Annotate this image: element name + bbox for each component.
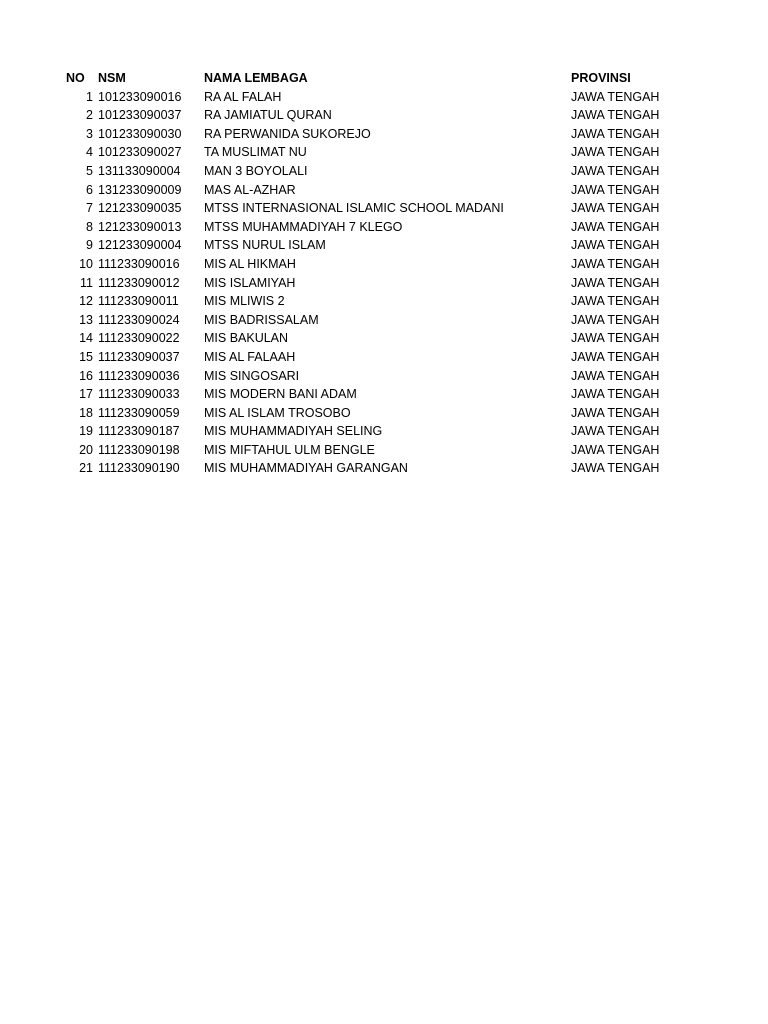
row-no: 21	[79, 461, 93, 476]
row-nsm: 101233090016	[98, 89, 182, 104]
row-nama-lembaga: RA AL FALAH	[204, 89, 282, 104]
row-provinsi: JAWA TENGAH	[571, 461, 660, 476]
row-provinsi: JAWA TENGAH	[571, 349, 660, 364]
row-provinsi: JAWA TENGAH	[571, 312, 660, 327]
row-nama-lembaga: MIS AL FALAAH	[204, 349, 296, 364]
row-no: 17	[79, 387, 93, 402]
row-nsm: 121233090035	[98, 201, 182, 216]
table-row	[0, 404, 768, 423]
row-nsm: 101233090037	[98, 108, 182, 123]
row-nsm: 101233090030	[98, 126, 182, 141]
row-provinsi: JAWA TENGAH	[571, 182, 660, 197]
row-nsm: 111233090187	[98, 424, 180, 439]
header-nama-lembaga: NAMA LEMBAGA	[204, 71, 308, 85]
row-no: 10	[79, 256, 93, 271]
row-provinsi: JAWA TENGAH	[571, 126, 660, 141]
table-row	[0, 162, 768, 181]
table-row	[0, 199, 768, 218]
row-no: 12	[79, 294, 93, 309]
row-provinsi: JAWA TENGAH	[571, 387, 660, 402]
row-no: 19	[79, 424, 93, 439]
table-row	[0, 329, 768, 348]
table-row	[0, 385, 768, 404]
row-nama-lembaga: RA JAMIATUL QURAN	[204, 108, 332, 123]
row-no: 4	[86, 145, 93, 160]
row-nama-lembaga: MIS AL ISLAM TROSOBO	[204, 405, 351, 420]
row-provinsi: JAWA TENGAH	[571, 256, 660, 271]
row-no: 20	[79, 442, 93, 457]
row-provinsi: JAWA TENGAH	[571, 89, 660, 104]
row-provinsi: JAWA TENGAH	[571, 201, 660, 216]
table-row	[0, 106, 768, 125]
row-nsm: 111233090198	[98, 442, 180, 457]
row-nama-lembaga: MTSS MUHAMMADIYAH 7 KLEGO	[204, 219, 403, 234]
header-no: NO	[66, 71, 85, 85]
row-provinsi: JAWA TENGAH	[571, 163, 660, 178]
row-nsm: 111233090033	[98, 387, 180, 402]
header-nsm: NSM	[98, 71, 126, 85]
row-provinsi: JAWA TENGAH	[571, 145, 660, 160]
row-no: 9	[86, 238, 93, 253]
table-row	[0, 181, 768, 200]
row-nama-lembaga: MAS AL-AZHAR	[204, 182, 296, 197]
row-provinsi: JAWA TENGAH	[571, 405, 660, 420]
table-row	[0, 311, 768, 330]
row-no: 3	[86, 126, 93, 141]
row-nama-lembaga: MIS BAKULAN	[204, 331, 289, 346]
row-no: 1	[86, 89, 93, 104]
row-nsm: 131133090004	[98, 163, 181, 178]
institution-table	[0, 69, 768, 478]
row-no: 5	[86, 163, 93, 178]
row-no: 6	[86, 182, 93, 197]
row-nsm: 101233090027	[98, 145, 182, 160]
table-row	[0, 348, 768, 367]
row-no: 8	[86, 219, 93, 234]
row-nama-lembaga: MIS MODERN BANI ADAM	[204, 387, 357, 402]
row-provinsi: JAWA TENGAH	[571, 108, 660, 123]
row-nsm: 111233090012	[98, 275, 180, 290]
row-nsm: 131233090009	[98, 182, 182, 197]
row-nsm: 111233090024	[98, 312, 180, 327]
table-row	[0, 125, 768, 144]
row-provinsi: JAWA TENGAH	[571, 368, 660, 383]
row-provinsi: JAWA TENGAH	[571, 294, 660, 309]
row-no: 11	[80, 275, 93, 290]
row-nama-lembaga: RA PERWANIDA SUKOREJO	[204, 126, 371, 141]
row-no: 7	[86, 201, 93, 216]
row-provinsi: JAWA TENGAH	[571, 275, 660, 290]
row-nama-lembaga: MIS MLIWIS 2	[204, 294, 285, 309]
table-row	[0, 255, 768, 274]
row-provinsi: JAWA TENGAH	[571, 331, 660, 346]
row-nsm: 111233090190	[98, 461, 180, 476]
table-row	[0, 367, 768, 386]
table-row	[0, 441, 768, 460]
table-row	[0, 459, 768, 478]
row-nama-lembaga: MAN 3 BOYOLALI	[204, 163, 308, 178]
table-header	[0, 69, 768, 88]
table-row	[0, 236, 768, 255]
row-nsm: 111233090037	[98, 349, 180, 364]
row-nama-lembaga: MIS ISLAMIYAH	[204, 275, 296, 290]
table-row	[0, 88, 768, 107]
table-row	[0, 274, 768, 293]
row-nama-lembaga: MIS MIFTAHUL ULM BENGLE	[204, 442, 375, 457]
row-no: 14	[79, 331, 93, 346]
table-row	[0, 422, 768, 441]
row-nsm: 121233090013	[98, 219, 182, 234]
row-nama-lembaga: MTSS INTERNASIONAL ISLAMIC SCHOOL MADANI	[204, 201, 504, 216]
table-row	[0, 218, 768, 237]
row-no: 13	[79, 312, 93, 327]
row-nama-lembaga: MIS AL HIKMAH	[204, 256, 296, 271]
row-nsm: 111233090036	[98, 368, 180, 383]
row-nama-lembaga: MIS MUHAMMADIYAH GARANGAN	[204, 461, 408, 476]
row-nama-lembaga: MTSS NURUL ISLAM	[204, 238, 326, 253]
table-body	[0, 88, 768, 478]
row-nsm: 111233090022	[98, 331, 180, 346]
row-nama-lembaga: MIS BADRISSALAM	[204, 312, 319, 327]
row-provinsi: JAWA TENGAH	[571, 442, 660, 457]
table-row	[0, 292, 768, 311]
row-no: 16	[79, 368, 93, 383]
row-provinsi: JAWA TENGAH	[571, 219, 660, 234]
row-no: 15	[79, 349, 93, 364]
row-nama-lembaga: MIS SINGOSARI	[204, 368, 300, 383]
header-provinsi: PROVINSI	[571, 71, 631, 85]
row-nsm: 111233090016	[98, 256, 180, 271]
row-provinsi: JAWA TENGAH	[571, 424, 660, 439]
row-no: 18	[79, 405, 93, 420]
row-nsm: 111233090011	[98, 294, 179, 309]
row-nama-lembaga: TA MUSLIMAT NU	[204, 145, 307, 160]
row-nsm: 111233090059	[98, 405, 180, 420]
row-nsm: 121233090004	[98, 238, 182, 253]
row-no: 2	[86, 108, 93, 123]
row-nama-lembaga: MIS MUHAMMADIYAH SELING	[204, 424, 383, 439]
row-provinsi: JAWA TENGAH	[571, 238, 660, 253]
table-row	[0, 143, 768, 162]
